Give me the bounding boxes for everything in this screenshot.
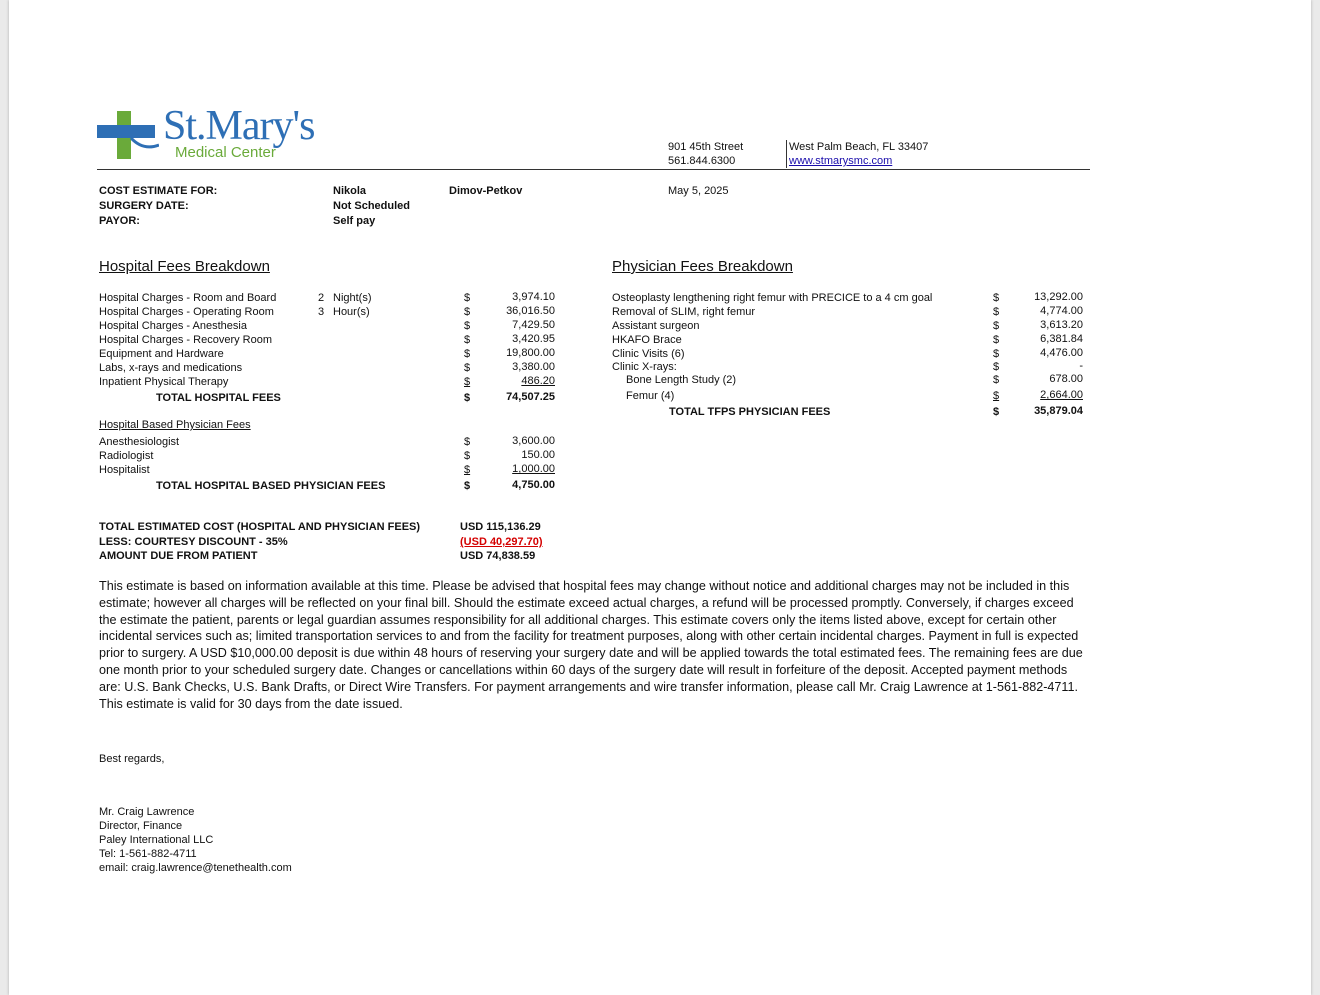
physician-fee-currency: $ [993, 306, 1000, 318]
hospital-fee-amount: 3,974.10 [512, 291, 555, 303]
summary-discount-value: (USD 40,297.70) [460, 536, 543, 548]
cross-icon [97, 111, 159, 163]
hospital-total-currency: $ [464, 392, 471, 404]
physician-fee-currency: $ [993, 390, 1000, 402]
summary-due-value: USD 74,838.59 [460, 550, 536, 562]
hospital-fee-amount: 3,420.95 [512, 333, 555, 345]
summary-due-label: AMOUNT DUE FROM PATIENT [99, 550, 258, 562]
physician-total-currency: $ [993, 406, 1000, 418]
patient-last-name: Dimov-Petkov [449, 185, 523, 197]
hospital-fee-label: Equipment and Hardware [99, 348, 224, 360]
hospital-fee-qty: 3 [318, 306, 325, 318]
hospital-fee-currency: $ [464, 376, 471, 388]
hospital-fees-title: Hospital Fees Breakdown [99, 258, 270, 275]
hospital-fee-currency: $ [464, 362, 471, 374]
physician-fee-amount: 3,613.20 [1040, 319, 1083, 331]
physician-fee-label: Osteoplasty lengthening right femur with PRECICE to a 4 cm goal [612, 292, 933, 304]
summary-total-value: USD 115,136.29 [460, 521, 541, 533]
hospital-fee-amount: 19,800.00 [506, 347, 555, 359]
hospital-fee-label: Hospital Charges - Room and Board [99, 292, 277, 304]
physician-fee-amount: 6,381.84 [1040, 333, 1083, 345]
address-city: West Palm Beach, FL 33407 [789, 141, 929, 153]
hp-fee-amount: 1,000.00 [512, 463, 555, 475]
closing-text: Best regards, [99, 753, 165, 765]
hospital-fee-unit: Night(s) [333, 292, 372, 304]
signature-block [99, 805, 292, 875]
payor-value: Self pay [333, 215, 376, 227]
physician-fee-currency: $ [993, 361, 1000, 373]
physician-fee-amount: 13,292.00 [1034, 291, 1083, 303]
hp-total-currency: $ [464, 480, 471, 492]
hp-total-amount: 4,750.00 [512, 479, 555, 491]
physician-fee-amount: 4,774.00 [1040, 305, 1083, 317]
hospital-fee-qty: 2 [318, 292, 325, 304]
hospital-fee-label: Hospital Charges - Recovery Room [99, 334, 273, 346]
summary-discount-label: LESS: COURTESY DISCOUNT - 35% [99, 536, 288, 548]
hospital-total-amount: 74,507.25 [506, 391, 555, 403]
hp-total-label: TOTAL HOSPITAL BASED PHYSICIAN FEES [156, 480, 386, 492]
signature-tel: Tel: 1-561-882-4711 [99, 848, 197, 860]
physician-total-label: TOTAL TFPS PHYSICIAN FEES [669, 406, 831, 418]
disclaimer-paragraph: This estimate is based on information available at this time. Please be advised that hospital fees may change without notice and additional charges may not be included in this estimate; however all charges will be reflected on your final bill. Should the estimate exceed actual charges, a refund will be processed promptly. Conversely, if charges exceed the estimate the patient, parents or legal guardian assumes responsibility for all additional charges. This estimate covers only the items listed above, except for certain other incidental services such as; limited transportation services to and from the facility for treatment purposes, along with other certain incidental charges. Payment in full is expected prior to surgery. A USD $10,000.00 deposit is due within 48 hours of reserving your surgery date and will be applied towards the total estimated fees. The remaining fees are due one month prior to your scheduled surgery date. Changes or cancellations within 60 days of the surgery date will result in forfeiture of the deposit. Accepted payment methods are: U.S. Bank Checks, U.S. Bank Drafts, or Direct Wire Transfers. For payment arrangements and wire transfer information, please call Mr. Craig Lawrence at 1-561-882-4711. This estimate is valid for 30 days from the date issued. [99, 579, 1083, 711]
physician-fee-label: Removal of SLIM, right femur [612, 306, 756, 318]
label-payor: PAYOR: [99, 215, 140, 227]
physician-fee-amount: 678.00 [1049, 373, 1083, 385]
hospital-fee-label: Labs, x-rays and medications [99, 362, 243, 374]
signature-title: Director, Finance [99, 820, 183, 832]
document-page [9, 0, 1311, 995]
hp-fee-label: Anesthesiologist [99, 436, 180, 448]
physician-fee-label: Femur (4) [626, 390, 675, 402]
hp-fee-currency: $ [464, 436, 471, 448]
signature-name: Mr. Craig Lawrence [99, 806, 195, 818]
hp-fee-amount: 150.00 [521, 449, 555, 461]
surgery-date-value: Not Scheduled [333, 200, 411, 212]
hospital-logo [97, 103, 367, 164]
hospital-fee-unit: Hour(s) [333, 306, 370, 318]
hospital-fee-amount: 486.20 [521, 375, 555, 387]
hospital-fee-currency: $ [464, 306, 471, 318]
hospital-fee-currency: $ [464, 320, 471, 332]
address-street: 901 45th Street [668, 141, 744, 153]
signature-company: Paley International LLC [99, 834, 214, 846]
hp-fee-amount: 3,600.00 [512, 435, 555, 447]
hospital-fee-amount: 3,380.00 [512, 361, 555, 373]
hospital-fee-label: Hospital Charges - Operating Room [99, 306, 274, 318]
hospital-fee-currency: $ [464, 348, 471, 360]
hospital-fee-label: Inpatient Physical Therapy [99, 376, 229, 388]
physician-total-amount: 35,879.04 [1034, 405, 1083, 417]
hospital-fee-label: Hospital Charges - Anesthesia [99, 320, 247, 332]
logo-subtitle: Medical Center [175, 144, 276, 161]
physician-fee-currency: $ [993, 334, 1000, 346]
hospital-total-label: TOTAL HOSPITAL FEES [156, 392, 281, 404]
physician-fee-label: Bone Length Study (2) [626, 374, 737, 386]
hospital-fee-amount: 7,429.50 [512, 319, 555, 331]
hp-fee-label: Hospitalist [99, 464, 150, 476]
physician-fees-title: Physician Fees Breakdown [612, 258, 793, 275]
label-surgery-date: SURGERY DATE: [99, 200, 189, 212]
signature-email: email: craig.lawrence@tenethealth.com [99, 862, 292, 874]
hospital-fee-currency: $ [464, 292, 471, 304]
website-link[interactable]: www.stmarysmc.com [789, 155, 893, 167]
physician-fee-label: HKAFO Brace [612, 334, 682, 346]
hospital-fee-amount: 36,016.50 [506, 305, 555, 317]
address-divider [786, 140, 787, 168]
physician-fee-label: Assistant surgeon [612, 320, 700, 332]
patient-first-name: Nikola [333, 185, 367, 197]
physician-fee-label: Clinic Visits (6) [612, 348, 685, 360]
document-date: May 5, 2025 [668, 185, 729, 197]
physician-fee-currency: $ [993, 374, 1000, 386]
physician-fee-amount: 2,664.00 [1040, 389, 1083, 401]
logo-name: St.Mary's [163, 103, 315, 149]
physician-fee-label: Clinic X-rays: [612, 361, 677, 373]
hp-fee-currency: $ [464, 450, 471, 462]
hospital-fee-currency: $ [464, 334, 471, 346]
physician-fee-currency: $ [993, 292, 1000, 304]
hp-fee-currency: $ [464, 464, 471, 476]
phone-number: 561.844.6300 [668, 155, 736, 167]
physician-fee-currency: $ [993, 320, 1000, 332]
hospital-physician-title: Hospital Based Physician Fees [99, 419, 251, 431]
header-rule [97, 169, 1090, 170]
physician-fee-currency: $ [993, 348, 1000, 360]
physician-fee-amount: 4,476.00 [1040, 347, 1083, 359]
label-cost-estimate: COST ESTIMATE FOR: [99, 185, 218, 197]
summary-total-label: TOTAL ESTIMATED COST (HOSPITAL AND PHYSICIAN FEES) [99, 521, 421, 533]
hp-fee-label: Radiologist [99, 450, 154, 462]
physician-fee-amount: - [1079, 360, 1083, 372]
